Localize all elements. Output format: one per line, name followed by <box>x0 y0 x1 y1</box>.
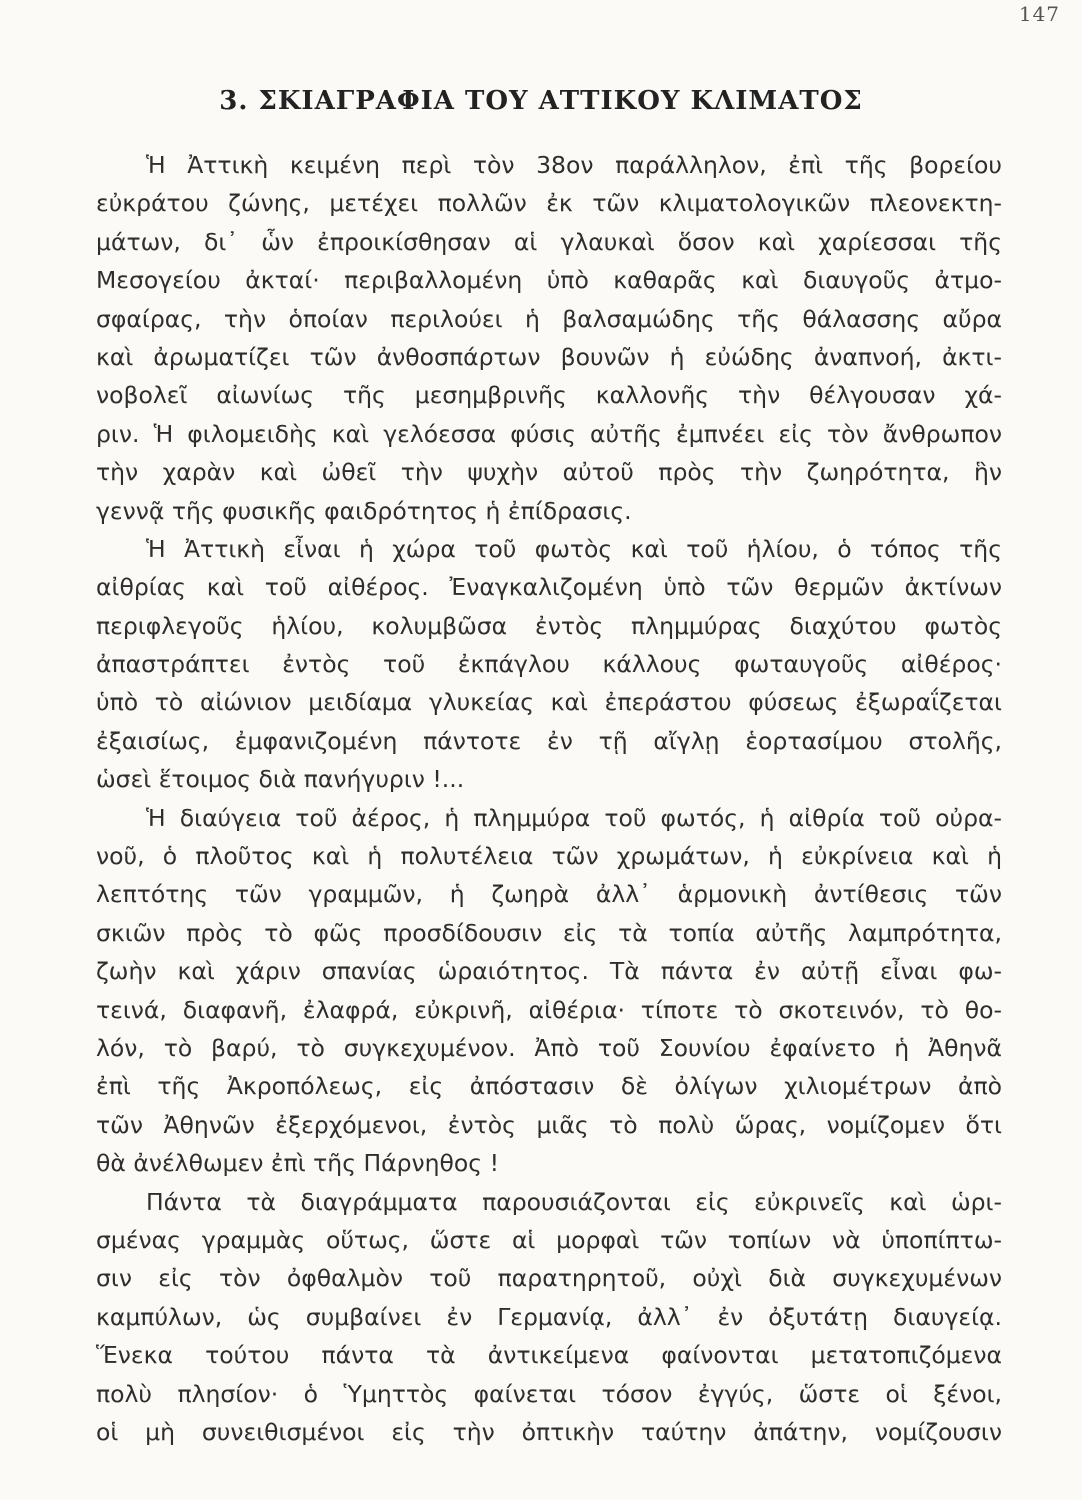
text-line: θὰ ἀνέλθωμεν ἐπὶ τῆς Πάρνηθος ! <box>96 1149 499 1178</box>
text-line: ζωὴν καὶ χάριν σπανίας ὡραιότητος. Τὰ πάντα ἐν αὐτῇ εἶναι φω- <box>96 957 1002 986</box>
text-line: νοβολεῖ αἰωνίως τῆς μεσημβρινῆς καλλονῆς τὴν θέλγουσαν χά- <box>96 381 1002 410</box>
text-line: πολὺ πλησίον· ὁ Ὑμηττὸς φαίνεται τόσον ἐγγύς, ὥστε οἱ ξένοι, <box>96 1379 1002 1408</box>
text-line: Μεσογείου ἀκταί· περιβαλλομένη ὑπὸ καθαρᾶς καὶ διαυγοῦς ἀτμο- <box>96 266 1002 295</box>
text-line: εὐκράτου ζώνης, μετέχει πολλῶν ἐκ τῶν κλιματολογικῶν πλεονεκτη- <box>96 189 1002 218</box>
page-number: 147 <box>1018 2 1060 26</box>
text-line: Ἡ διαύγεια τοῦ ἀέρος, ἡ πλημμύρα τοῦ φωτός, ἡ αἰθρία τοῦ οὐρα- <box>146 803 1002 832</box>
text-line: γεννᾷ τῆς φυσικῆς φαιδρότητος ἡ ἐπίδρασις. <box>96 496 632 525</box>
text-line: τὴν χαρὰν καὶ ὠθεῖ τὴν ψυχὴν αὐτοῦ πρὸς τὴν ζωηρότητα, ἣν <box>96 458 1002 487</box>
text-line: ὡσεὶ ἕτοιμος διὰ πανήγυριν !... <box>96 765 465 794</box>
text-line: ἐξαισίως, ἐμφανιζομένη πάντοτε ἐν τῇ αἴγλῃ ἑορτασίμου στολῆς, <box>96 726 1002 755</box>
text-line: ἐπὶ τῆς Ἀκροπόλεως, εἰς ἀπόστασιν δὲ ὀλίγων χιλιομέτρων ἀπὸ <box>96 1072 1002 1101</box>
text-line: σιν εἰς τὸν ὀφθαλμὸν τοῦ παρατηρητοῦ, οὐχὶ διὰ συγκεχυμένων <box>96 1264 1002 1293</box>
text-line: ἀπαστράπτει ἐντὸς τοῦ ἐκπάγλου κάλλους φωταυγοῦς αἰθέρος· <box>96 650 1002 679</box>
text-line: περιφλεγοῦς ἡλίου, κολυμβῶσα ἐντὸς πλημμύρας διαχύτου φωτὸς <box>96 611 1002 640</box>
text-line: Ἡ Ἀττικὴ κειμένη περὶ τὸν 38ον παράλληλον, ἐπὶ τῆς βορείου <box>146 151 1002 179</box>
text-line: οἱ μὴ συνειθισμένοι εἰς τὴν ὀπτικὴν ταύτην ἀπάτην, νομίζουσιν <box>96 1417 1002 1446</box>
text-line: καμπύλων, ὡς συμβαίνει ἐν Γερμανίᾳ, ἀλλ᾽ ἐν ὀξυτάτῃ διαυγείᾳ. <box>96 1302 1002 1331</box>
body-text <box>96 146 1002 1451</box>
text-line: μάτων, δι᾽ ὧν ἐπροικίσθησαν αἱ γλαυκαὶ ὅσον καὶ χαρίεσσαι τῆς <box>96 227 1002 256</box>
text-line: Ἕνεκα τούτου πάντα τὰ ἀντικείμενα φαίνονται μετατοπιζόμενα <box>96 1341 1002 1370</box>
text-line: σκιῶν πρὸς τὸ φῶς προσδίδουσιν εἰς τὰ τοπία αὐτῆς λαμπρότητα, <box>96 918 1002 947</box>
text-line: ριν. Ἡ φιλομειδὴς καὶ γελόεσσα φύσις αὐτῆς ἐμπνέει εἰς τὸν ἄνθρωπον <box>96 419 1002 448</box>
text-line: τῶν Ἀθηνῶν ἐξερχόμενοι, ἐντὸς μιᾶς τὸ πολὺ ὥρας, νομίζομεν ὅτι <box>96 1110 1002 1139</box>
chapter-title: 3. ΣΚΙΑΓΡΑΦΙΑ ΤΟΥ ΑΤΤΙΚΟΥ ΚΛΙΜΑΤΟΣ <box>219 86 863 116</box>
text-line: ὑπὸ τὸ αἰώνιον μειδίαμα γλυκείας καὶ ἐπεράστου φύσεως ἐξωραΐζεται <box>96 688 1002 717</box>
text-line: σφαίρας, τὴν ὁποίαν περιλούει ἡ βαλσαμώδης τῆς θάλασσης αὔρα <box>96 304 1002 333</box>
text-line: Ἡ Ἀττικὴ εἶναι ἡ χώρα τοῦ φωτὸς καὶ τοῦ ἡλίου, ὁ τόπος τῆς <box>146 534 1002 563</box>
text-line: νοῦ, ὁ πλοῦτος καὶ ἡ πολυτέλεια τῶν χρωμάτων, ἡ εὐκρίνεια καὶ ἡ <box>96 842 1002 871</box>
text-line: λόν, τὸ βαρύ, τὸ συγκεχυμένον. Ἀπὸ τοῦ Σουνίου ἐφαίνετο ἡ Ἀθηνᾶ <box>96 1033 1002 1062</box>
text-line: αἰθρίας καὶ τοῦ αἰθέρος. Ἐναγκαλιζομένη ὑπὸ τῶν θερμῶν ἀκτίνων <box>96 573 1002 602</box>
text-line: τεινά, διαφανῆ, ἐλαφρά, εὐκρινῆ, αἰθέρια· τίποτε τὸ σκοτεινόν, τὸ θο- <box>96 995 1002 1024</box>
text-line: Πάντα τὰ διαγράμματα παρουσιάζονται εἰς εὐκρινεῖς καὶ ὡρι- <box>146 1187 1002 1216</box>
text-line: καὶ ἀρωματίζει τῶν ἀνθοσπάρτων βουνῶν ἡ εὐώδης ἀναπνοή, ἀκτι- <box>96 342 1002 371</box>
text-line: σμένας γραμμὰς οὕτως, ὥστε αἱ μορφαὶ τῶν τοπίων νὰ ὑποπίπτω- <box>96 1225 1002 1254</box>
text-line: λεπτότης τῶν γραμμῶν, ἡ ζωηρὰ ἀλλ᾽ ἁρμονικὴ ἀντίθεσις τῶν <box>96 880 1002 909</box>
